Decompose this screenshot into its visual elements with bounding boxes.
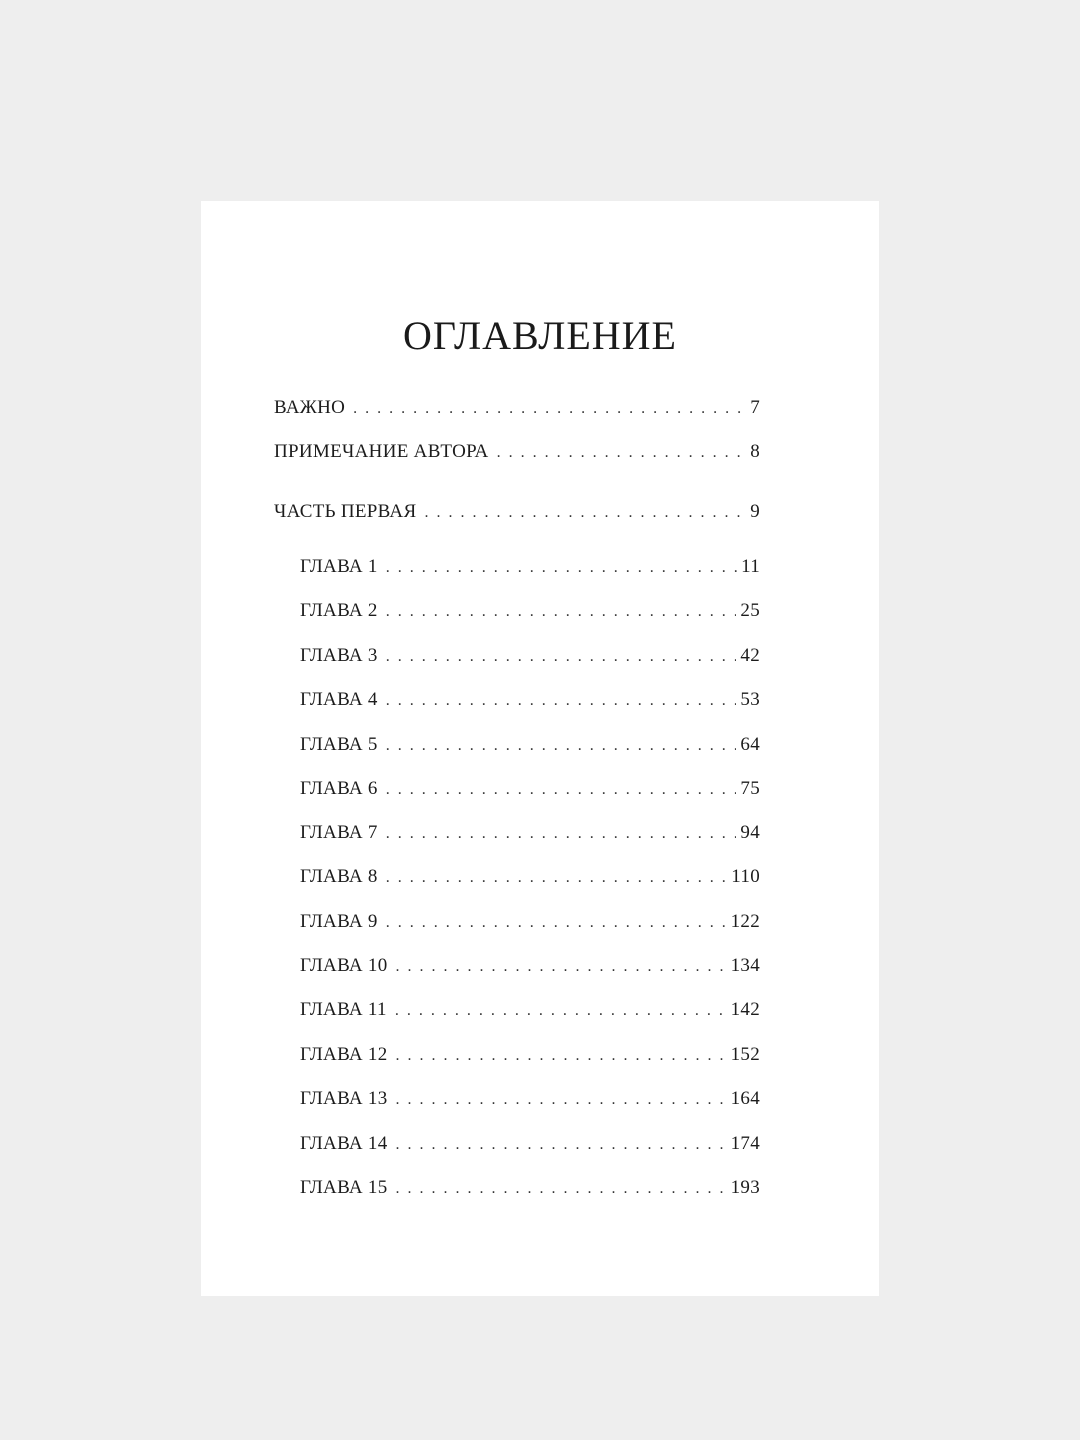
dot-leader xyxy=(396,1178,727,1200)
toc-entry-page-number: 110 xyxy=(731,866,760,887)
dot-leader xyxy=(386,867,728,889)
toc-entry-label: ГЛАВА 9 xyxy=(300,911,378,932)
toc-entry[interactable] xyxy=(300,734,760,756)
toc-entry-page-number: 164 xyxy=(730,1088,760,1109)
toc-entry-page-number: 25 xyxy=(740,600,760,621)
toc-entry-page-number: 94 xyxy=(740,822,760,843)
dot-leader xyxy=(386,646,737,668)
toc-entry[interactable] xyxy=(300,999,760,1021)
dot-leader xyxy=(497,442,742,464)
toc-entry-page-number: 42 xyxy=(740,645,760,666)
dot-leader xyxy=(396,956,727,978)
toc-entry-label: ГЛАВА 12 xyxy=(300,1044,388,1065)
toc-entry[interactable] xyxy=(300,822,760,844)
toc-entry[interactable] xyxy=(274,397,760,419)
toc-entry-page-number: 53 xyxy=(740,689,760,710)
toc-entry-label: ГЛАВА 1 xyxy=(300,556,378,577)
toc-entry-label: ГЛАВА 13 xyxy=(300,1088,388,1109)
dot-leader xyxy=(386,690,737,712)
toc-entry-label: ГЛАВА 8 xyxy=(300,866,378,887)
toc-entry-page-number: 122 xyxy=(730,911,760,932)
dot-leader xyxy=(386,735,737,757)
dot-leader xyxy=(396,1045,727,1067)
dot-leader xyxy=(424,502,742,524)
toc-entry-page-number: 152 xyxy=(730,1044,760,1065)
toc-entry[interactable] xyxy=(300,911,760,933)
toc-entry[interactable] xyxy=(300,1177,760,1199)
toc-entry-page-number: 11 xyxy=(741,556,760,577)
toc-entry[interactable] xyxy=(300,556,760,578)
toc-entry[interactable] xyxy=(300,1088,760,1110)
toc-entry-label: ГЛАВА 10 xyxy=(300,955,388,976)
toc-entry[interactable] xyxy=(300,955,760,977)
toc-entry-label: ГЛАВА 5 xyxy=(300,734,378,755)
toc-entry-label: ЧАСТЬ ПЕРВАЯ xyxy=(274,501,417,522)
toc-entry-label: ВАЖНО xyxy=(274,397,346,418)
toc-entry-label: ПРИМЕЧАНИЕ АВТОРА xyxy=(274,441,489,462)
toc-entry[interactable] xyxy=(300,600,760,622)
dot-leader xyxy=(395,1000,727,1022)
toc-entry[interactable] xyxy=(274,441,760,463)
toc-entry-label: ГЛАВА 6 xyxy=(300,778,378,799)
toc-entry[interactable] xyxy=(274,501,760,523)
toc-entry-page-number: 174 xyxy=(730,1133,760,1154)
toc-entry-page-number: 9 xyxy=(750,501,760,522)
toc-entry-page-number: 75 xyxy=(740,778,760,799)
dot-leader xyxy=(386,601,737,623)
toc-entry[interactable] xyxy=(300,778,760,800)
toc-entry[interactable] xyxy=(300,866,760,888)
dot-leader xyxy=(386,557,737,579)
page-title: ОГЛАВЛЕНИЕ xyxy=(403,313,677,358)
toc-entry-page-number: 134 xyxy=(730,955,760,976)
toc-entry-page-number: 193 xyxy=(730,1177,760,1198)
dot-leader xyxy=(396,1089,727,1111)
toc-entry-page-number: 7 xyxy=(750,397,760,418)
dot-leader xyxy=(396,1134,727,1156)
toc-entry[interactable] xyxy=(300,1133,760,1155)
toc-entry-page-number: 142 xyxy=(730,999,760,1020)
toc-entry-page-number: 8 xyxy=(750,441,760,462)
toc-entry-label: ГЛАВА 7 xyxy=(300,822,378,843)
toc-entry-label: ГЛАВА 14 xyxy=(300,1133,388,1154)
dot-leader xyxy=(386,912,727,934)
toc-entry-label: ГЛАВА 3 xyxy=(300,645,378,666)
toc-entry[interactable] xyxy=(300,689,760,711)
toc-entry[interactable] xyxy=(300,1044,760,1066)
dot-leader xyxy=(386,779,737,801)
dot-leader xyxy=(353,398,742,420)
toc-entry-label: ГЛАВА 15 xyxy=(300,1177,388,1198)
dot-leader xyxy=(386,823,737,845)
toc-entry-page-number: 64 xyxy=(740,734,760,755)
toc-entry-label: ГЛАВА 2 xyxy=(300,600,378,621)
toc-entry-label: ГЛАВА 11 xyxy=(300,999,387,1020)
toc-entry[interactable] xyxy=(300,645,760,667)
toc-entry-label: ГЛАВА 4 xyxy=(300,689,378,710)
